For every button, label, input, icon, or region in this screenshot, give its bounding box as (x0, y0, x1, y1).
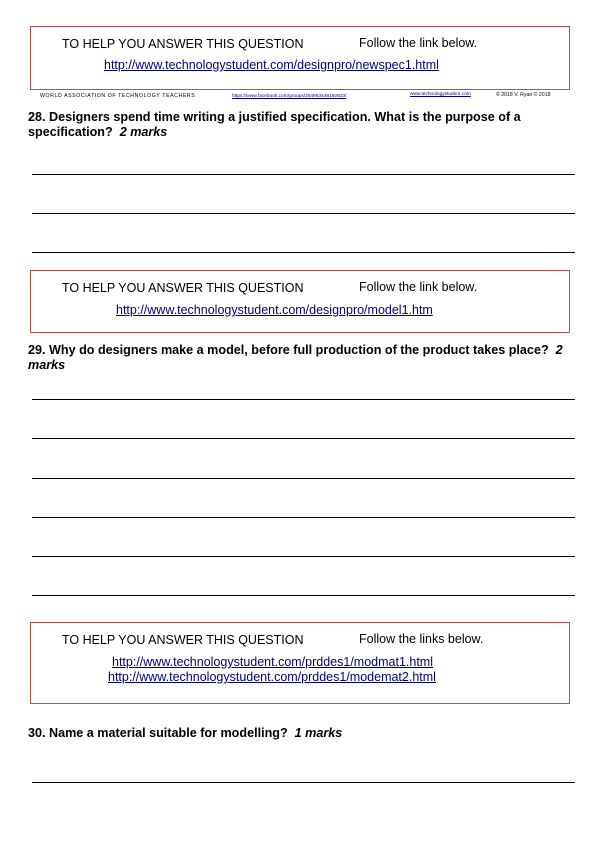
follow-instruction: Follow the link below. (359, 36, 478, 50)
question-30-text: 30. Name a material suitable for modelling? (28, 726, 288, 740)
help-heading: TO HELP YOU ANSWER THIS QUESTION (62, 633, 304, 647)
link-modmat1[interactable]: http://www.technologystudent.com/prddes1/modmat1.html (112, 655, 433, 669)
answer-line[interactable] (32, 252, 575, 253)
help-box-q29 (30, 270, 570, 333)
question-28-marks: 2 marks (119, 125, 168, 139)
help-heading: TO HELP YOU ANSWER THIS QUESTION (62, 37, 304, 51)
help-heading: TO HELP YOU ANSWER THIS QUESTION (62, 281, 304, 295)
question-28 (28, 110, 578, 140)
answer-line[interactable] (32, 517, 575, 518)
footer-facebook-link[interactable]: https://www.facebook.com/groups/254963448192823/ (232, 94, 347, 99)
follow-instruction: Follow the link below. (359, 280, 478, 294)
link-newspec1[interactable]: http://www.technologystudent.com/designpro/newspec1.html (104, 58, 439, 72)
question-28-text: 28. Designers spend time writing a justified specification. What is the purpose of a specification? (28, 110, 521, 139)
footer-wott: WORLD ASSOCIATION OF TECHNOLOGY TEACHERS (40, 93, 196, 99)
link-model1[interactable]: http://www.technologystudent.com/designpro/model1.htm (116, 303, 433, 317)
answer-line[interactable] (32, 438, 575, 439)
footer-copyright: © 2018 V. Ryan © 2018 (496, 92, 551, 98)
question-29-marks: 2 marks (28, 343, 563, 372)
link-modemat2[interactable]: http://www.technologystudent.com/prddes1/modemat2.html (108, 670, 436, 684)
answer-line[interactable] (32, 556, 575, 557)
footer-site-link[interactable]: www.technologystudent.com (410, 92, 471, 97)
answer-line[interactable] (32, 213, 575, 214)
answer-line[interactable] (32, 478, 575, 479)
question-29 (28, 343, 578, 373)
question-29-text: 29. Why do designers make a model, before full production of the product takes place? (28, 343, 549, 357)
answer-line[interactable] (32, 174, 575, 175)
question-30 (28, 726, 578, 741)
answer-line[interactable] (32, 782, 575, 783)
follow-instruction: Follow the links below. (359, 632, 484, 646)
answer-line[interactable] (32, 595, 575, 596)
question-30-marks: 1 marks (294, 726, 343, 740)
answer-line[interactable] (32, 399, 575, 400)
